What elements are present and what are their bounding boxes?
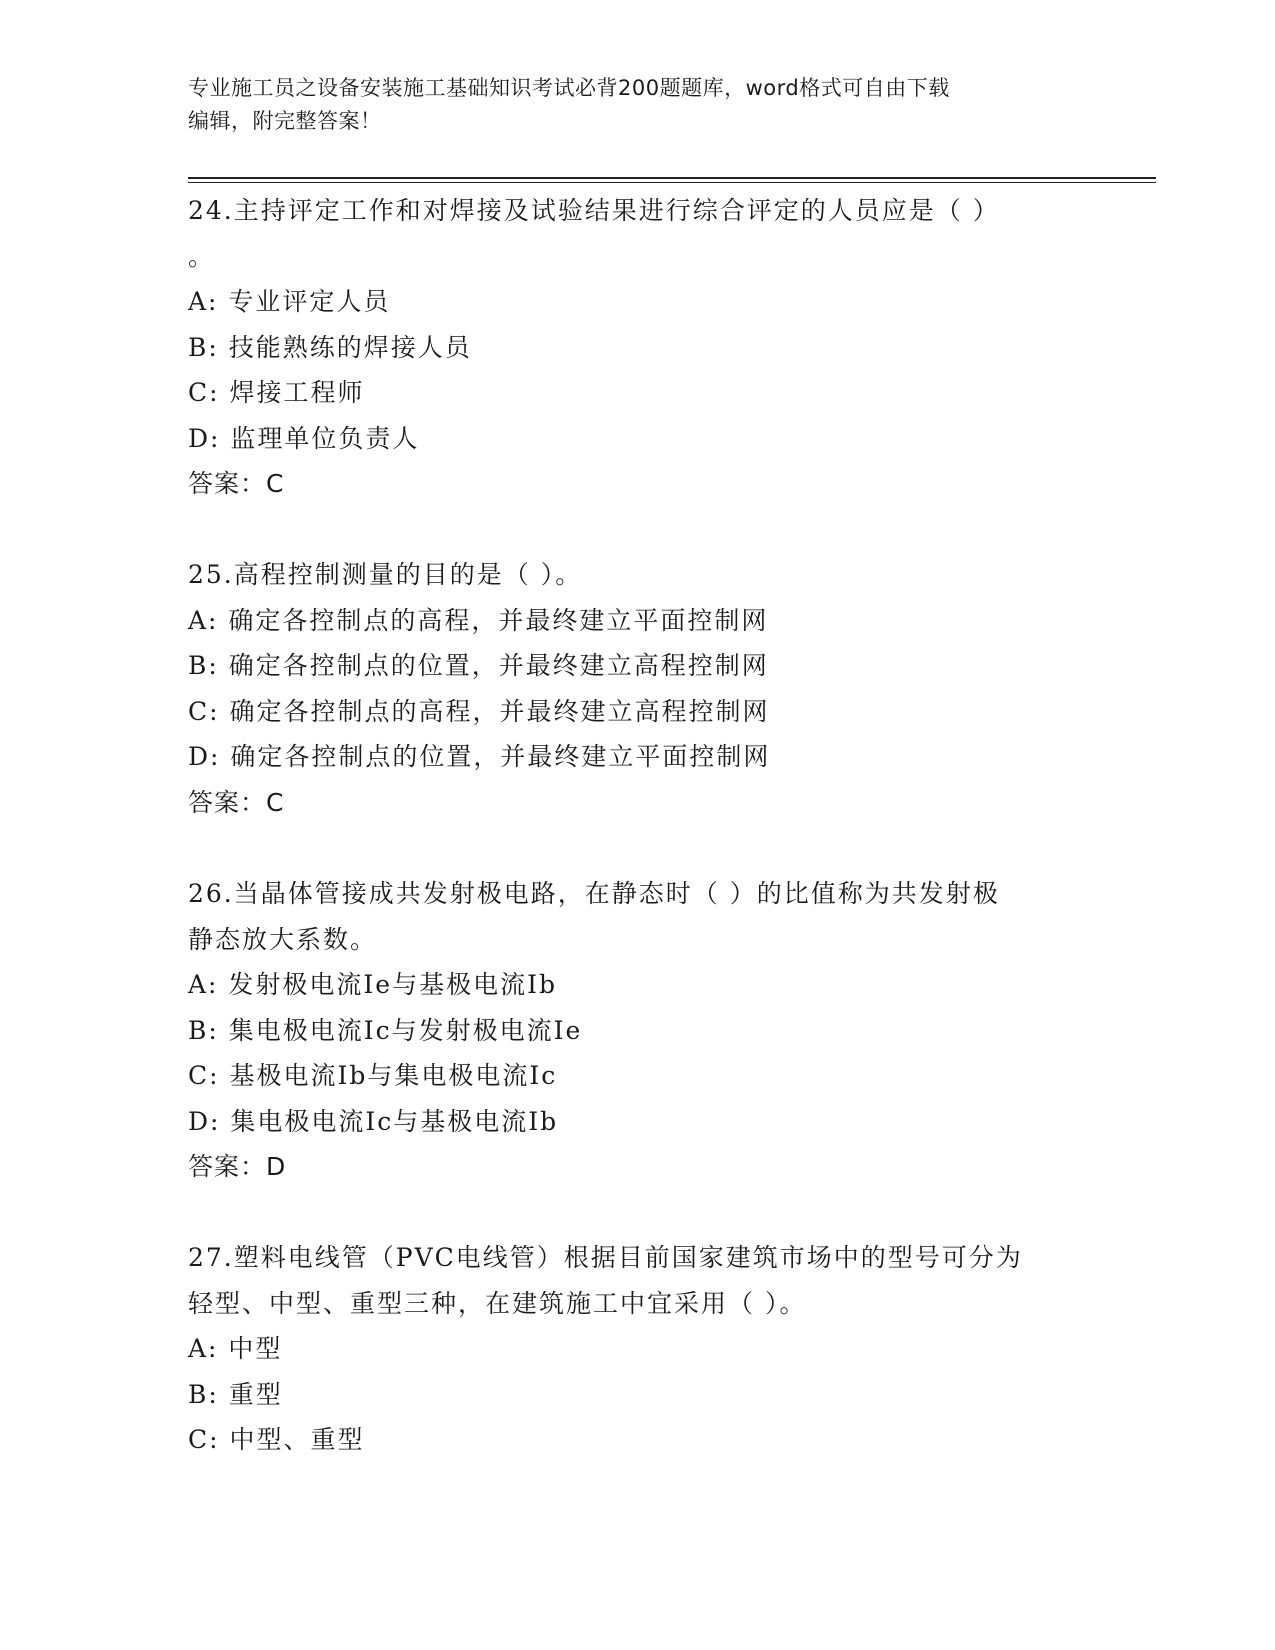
question-stem: 静态放大系数。 xyxy=(188,924,378,954)
option-b: B: 技能熟练的焊接人员 xyxy=(188,332,472,362)
option-b: B: 确定各控制点的位置，并最终建立高程控制网 xyxy=(188,651,769,680)
answer-label: 答案：C xyxy=(188,469,285,498)
option-b: B: 重型 xyxy=(188,1379,283,1409)
header-line-1: 专业施工员之设备安装施工基础知识考试必背200题题库，word格式可自由下载 xyxy=(188,76,950,100)
option-c: C: 确定各控制点的高程，并最终建立高程控制网 xyxy=(188,696,770,726)
option-c: C: 中型、重型 xyxy=(188,1425,365,1454)
option-d: D: 集电极电流Ic与基极电流Ib xyxy=(188,1106,559,1136)
option-d: D: 确定各控制点的位置，并最终建立平面控制网 xyxy=(188,742,771,771)
option-a: A: 专业评定人员 xyxy=(188,287,391,316)
option-a: A: 中型 xyxy=(188,1334,283,1363)
option-a: A: 确定各控制点的高程，并最终建立平面控制网 xyxy=(188,605,769,635)
answer-label: 答案：C xyxy=(188,787,285,817)
document-header xyxy=(188,72,1068,138)
answer-label: 答案：D xyxy=(188,1152,287,1181)
question-stem: 轻型、中型、重型三种，在建筑施工中宜采用（ ）。 xyxy=(188,1288,807,1318)
option-c: C: 基极电流Ib与集电极电流Ic xyxy=(188,1061,558,1090)
question-26 xyxy=(188,871,1088,1190)
question-stem: 27.塑料电线管（PVC电线管）根据目前国家建筑市场中的型号可分为 xyxy=(188,1243,1023,1272)
question-stem: 25.高程控制测量的目的是（ ）。 xyxy=(188,560,583,589)
question-stem: 24.主持评定工作和对焊接及试验结果进行综合评定的人员应是（ ） xyxy=(188,196,1000,225)
question-24 xyxy=(188,188,1088,507)
option-d: D: 监理单位负责人 xyxy=(188,423,420,453)
header-divider-thick xyxy=(188,177,1156,179)
question-stem: 。 xyxy=(188,241,216,271)
option-c: C: 焊接工程师 xyxy=(188,378,365,407)
question-27 xyxy=(188,1235,1088,1463)
option-a: A: 发射极电流Ie与基极电流Ib xyxy=(188,970,557,999)
question-25 xyxy=(188,552,1088,825)
option-b: B: 集电极电流Ic与发射极电流Ie xyxy=(188,1015,583,1045)
header-line-2: 编辑，附完整答案！ xyxy=(188,109,382,133)
header-divider-thin xyxy=(188,182,1156,183)
question-stem: 26.当晶体管接成共发射极电路，在静态时（ ）的比值称为共发射极 xyxy=(188,879,1000,908)
